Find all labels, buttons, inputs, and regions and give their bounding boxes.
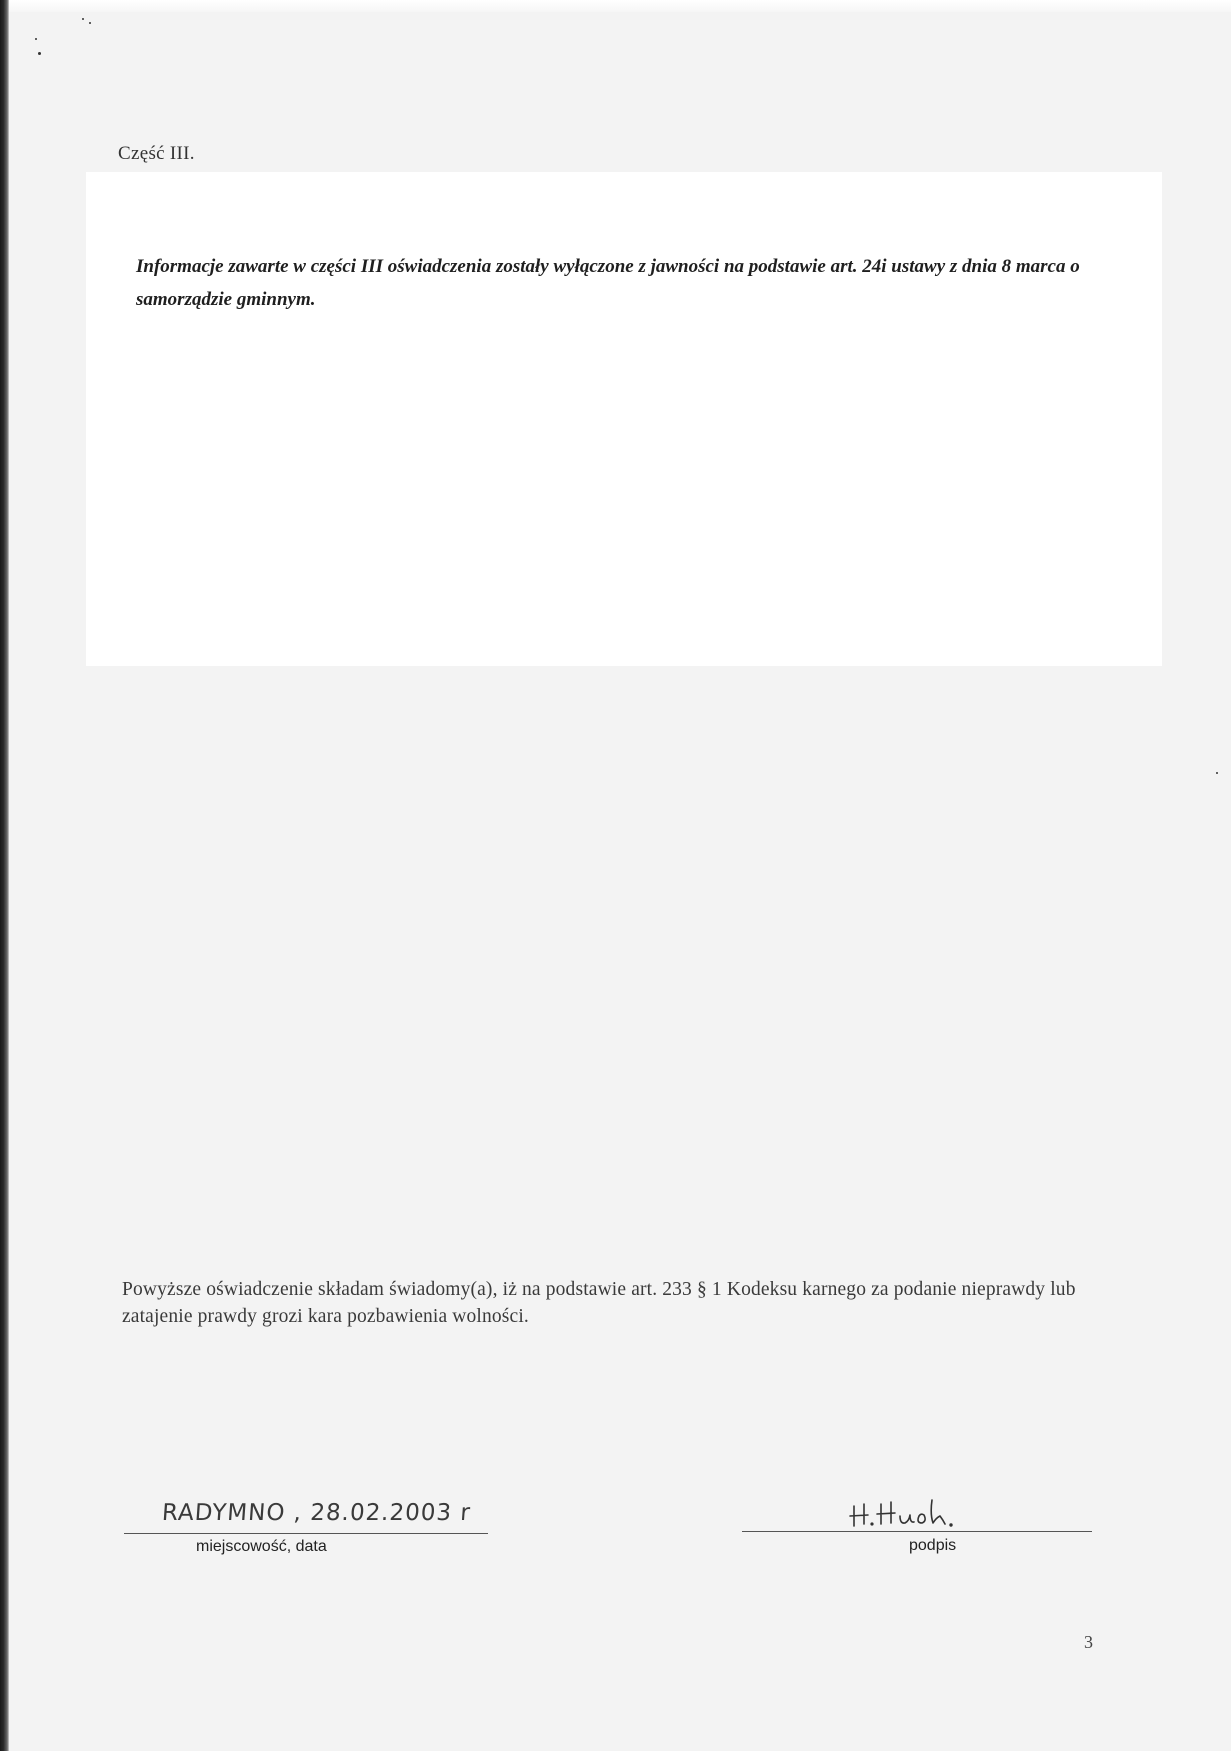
declaration-statement: Powyższe oświadczenie składam świadomy(a), iż na podstawie art. 233 § 1 Kodeksu karnego za podanie nieprawdy lub zatajenie prawdy grozi kara pozbawienia wolności. [122,1279,1076,1327]
section-title: Część III. [118,143,195,164]
scan-speck [38,52,41,55]
place-date-handwriting: RADYMNO , 28.02.2003 r [161,1500,472,1526]
scan-speck [89,22,91,24]
handwritten-signature [848,1494,982,1534]
scan-speck [1216,772,1218,774]
place-date-label: miejscowość, data [196,1538,327,1555]
scan-speck [35,38,37,40]
signature-label: podpis [909,1537,957,1554]
scan-speck [82,18,84,20]
scan-top-edge [9,0,1231,12]
redaction-box [86,172,1162,666]
scan-left-edge [0,0,9,1751]
place-date-line [124,1533,488,1534]
exclusion-notice: Informacje zawarte w części III oświadczenia zostały wyłączone z jawności na podstawie art. 24i ustawy z dnia 8 marca o samorządzie gminnym. [136,256,1080,310]
signature-line [742,1531,1092,1532]
page-number: 3 [1084,1632,1093,1652]
